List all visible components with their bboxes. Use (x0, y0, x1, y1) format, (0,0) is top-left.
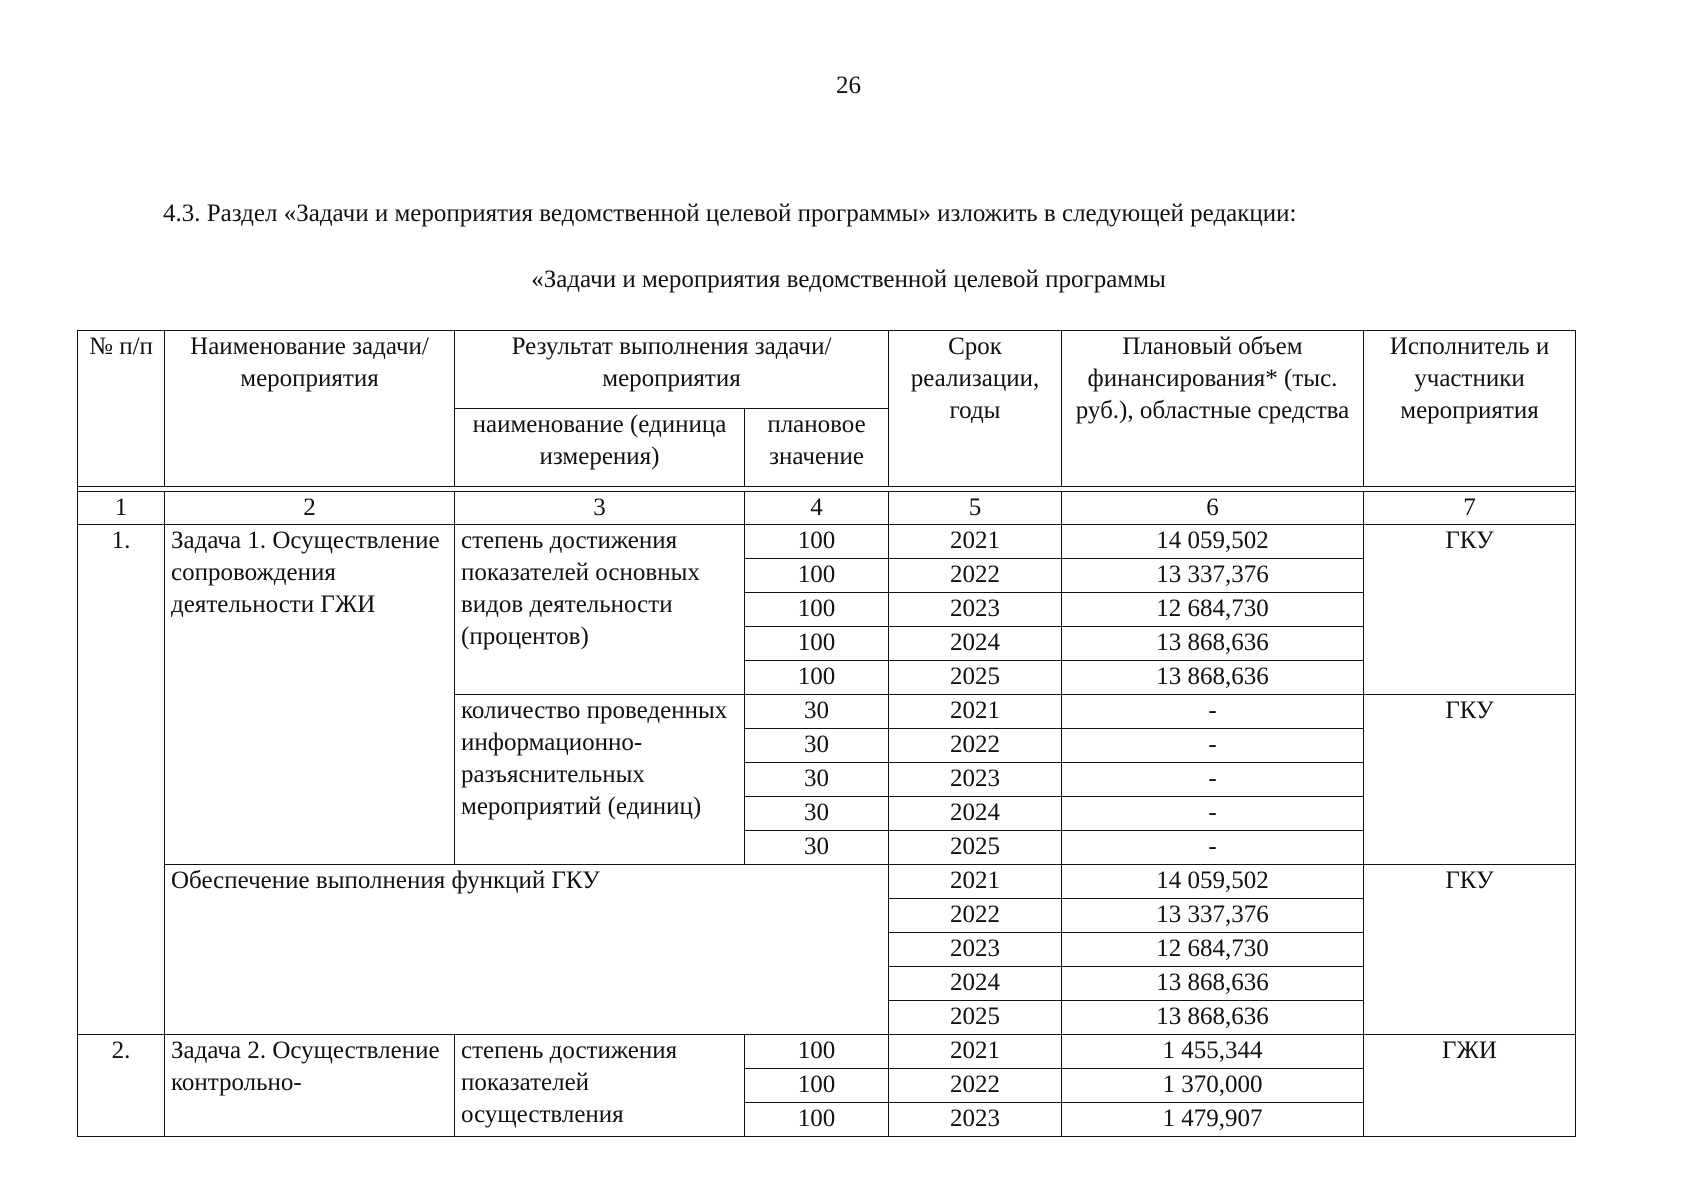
planned-value: 30 (745, 797, 889, 831)
task1-activity-executor: ГКУ (1364, 865, 1576, 1035)
planned-value: 30 (745, 729, 889, 763)
task2-number: 2. (78, 1035, 165, 1137)
year: 2022 (889, 899, 1062, 933)
task1-indicator1-name: степень достижения показателей основных видов деятельности (процентов) (455, 525, 745, 695)
finance: 13 868,636 (1062, 661, 1364, 695)
planned-value: 100 (745, 627, 889, 661)
page-number: 26 (836, 72, 861, 99)
year: 2023 (889, 933, 1062, 967)
finance: 14 059,502 (1062, 525, 1364, 559)
finance: 13 337,376 (1062, 899, 1364, 933)
column-number: 5 (889, 492, 1062, 525)
planned-value: 100 (745, 525, 889, 559)
header-result-value: плановое значение (745, 409, 889, 487)
planned-value: 30 (745, 763, 889, 797)
planned-value: 100 (745, 1103, 889, 1137)
table-title: «Задачи и мероприятия ведомственной целевой программы (531, 266, 1166, 293)
finance: 1 370,000 (1062, 1069, 1364, 1103)
column-numbers-row (78, 492, 1576, 525)
task2-name: Задача 2. Осуществление контрольно- (165, 1035, 455, 1137)
finance: 13 868,636 (1062, 967, 1364, 1001)
finance: - (1062, 797, 1364, 831)
task1-indicator2-executor: ГКУ (1364, 695, 1576, 865)
header-num: № п/п (78, 331, 165, 487)
task1-indicator2-name: количество проведенных информационно-разъяснительных мероприятий (единиц) (455, 695, 745, 865)
finance: 12 684,730 (1062, 593, 1364, 627)
task2-executor: ГЖИ (1364, 1035, 1576, 1137)
finance: 1 455,344 (1062, 1035, 1364, 1069)
column-number: 3 (455, 492, 745, 525)
finance: - (1062, 695, 1364, 729)
table-row (78, 865, 1576, 899)
finance: - (1062, 729, 1364, 763)
task2-indicator-name: степень достижения показателей осуществления (455, 1035, 745, 1137)
year: 2024 (889, 797, 1062, 831)
year: 2024 (889, 967, 1062, 1001)
year: 2025 (889, 1001, 1062, 1035)
year: 2021 (889, 695, 1062, 729)
header-result: Результат выполнения задачи/мероприятия (455, 331, 889, 409)
finance: - (1062, 831, 1364, 865)
intro-paragraph: 4.3. Раздел «Задачи и мероприятия ведомственной целевой программы» изложить в следующей редакции: (163, 200, 1297, 227)
column-number: 1 (78, 492, 165, 525)
header-result-name: наименование (единица измерения) (455, 409, 745, 487)
planned-value: 30 (745, 831, 889, 865)
header-name: Наименование задачи/мероприятия (165, 331, 455, 487)
year: 2023 (889, 593, 1062, 627)
finance: 1 479,907 (1062, 1103, 1364, 1137)
finance: 13 337,376 (1062, 559, 1364, 593)
year: 2021 (889, 865, 1062, 899)
year: 2025 (889, 831, 1062, 865)
year: 2022 (889, 559, 1062, 593)
header-finance: Плановый объем финансирования* (тыс. руб.), областные средства (1062, 331, 1364, 487)
finance: 14 059,502 (1062, 865, 1364, 899)
task1-name: Задача 1. Осуществление сопровождения деятельности ГЖИ (165, 525, 455, 865)
year: 2022 (889, 729, 1062, 763)
column-number: 6 (1062, 492, 1364, 525)
year: 2022 (889, 1069, 1062, 1103)
task1-number: 1. (78, 525, 165, 1035)
finance: - (1062, 763, 1364, 797)
table-row (78, 525, 1576, 559)
finance: 13 868,636 (1062, 1001, 1364, 1035)
finance: 13 868,636 (1062, 627, 1364, 661)
year: 2023 (889, 763, 1062, 797)
finance: 12 684,730 (1062, 933, 1364, 967)
task1-activity-name: Обеспечение выполнения функций ГКУ (165, 865, 889, 1035)
column-number: 7 (1364, 492, 1576, 525)
year: 2021 (889, 525, 1062, 559)
program-table (77, 330, 1576, 1137)
planned-value: 100 (745, 1069, 889, 1103)
planned-value: 100 (745, 1035, 889, 1069)
column-number: 4 (745, 492, 889, 525)
year: 2021 (889, 1035, 1062, 1069)
year: 2025 (889, 661, 1062, 695)
year: 2024 (889, 627, 1062, 661)
planned-value: 100 (745, 559, 889, 593)
planned-value: 100 (745, 661, 889, 695)
year: 2023 (889, 1103, 1062, 1137)
planned-value: 100 (745, 593, 889, 627)
header-term: Срок реализации, годы (889, 331, 1062, 487)
task1-indicator1-executor: ГКУ (1364, 525, 1576, 695)
column-number: 2 (165, 492, 455, 525)
header-executor: Исполнитель и участники мероприятия (1364, 331, 1576, 487)
planned-value: 30 (745, 695, 889, 729)
table-row (78, 1035, 1576, 1069)
